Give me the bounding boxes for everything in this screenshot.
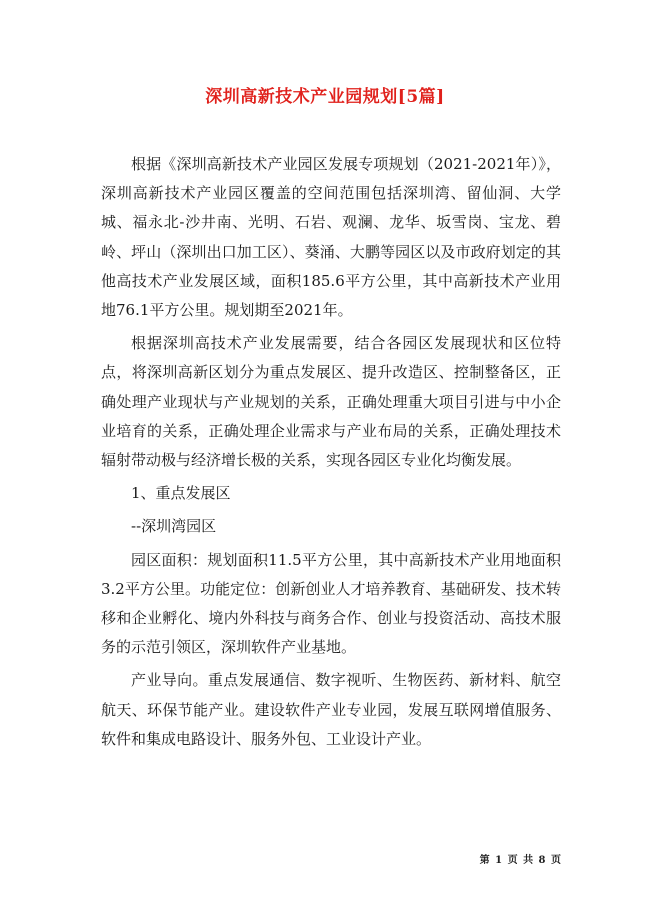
section-heading: 1、重点发展区 [131, 484, 231, 503]
page-number-footer: 第 1 页 共 8 页 [479, 855, 562, 866]
paragraph-industry: 产业导向。重点发展通信、数字视听、生物医药、新材料、航空航天、环保节能产业。建设软件产业专业园，发展互联网增值服务、软件和集成电路设计、服务外包、工业设计产业。 [101, 671, 561, 748]
paragraph-zoning: 根据深圳高技术产业发展需要，结合各园区发展现状和区位特点，将深圳高新区划分为重点发展区、提升改造区、控制整备区，正确处理产业现状与产业规划的关系，正确处理重大项目引进与中小企业培育的关系，正确处理企业需求与产业布局的关系，正确处理技术辐射带动极与经济增长极的关系，实现各园区专业化均衡发展。 [101, 334, 561, 470]
paragraph-intro: 根据《深圳高新技术产业园区发展专项规划（2021-2021年）》，深圳高新技术产业园区覆盖的空间范围包括深圳湾、留仙洞、大学城、福永北-沙井南、光明、石岩、观澜、龙华、坂雪岗、宝龙、碧岭、坪山（深圳出口加工区）、葵涌、大鹏等园区以及市政府划定的其他高技术产业发展区域，面积185.6平方公里，其中高新技术产业用地76.1平方公里。规划期至2021年。 [101, 155, 561, 320]
paragraph-area: 园区面积：规划面积11.5平方公里，其中高新技术产业用地面积3.2平方公里。功能定位：创新创业人才培养教育、基础研发、技术转移和企业孵化、境内外科技与商务合作、创业与投资活动、高技术服务的示范引领区，深圳软件产业基地。 [101, 550, 561, 657]
subsection-heading: --深圳湾园区 [131, 517, 217, 536]
document-title: 深圳高新技术产业园规划[5篇] [205, 87, 445, 107]
document-body [101, 150, 561, 754]
